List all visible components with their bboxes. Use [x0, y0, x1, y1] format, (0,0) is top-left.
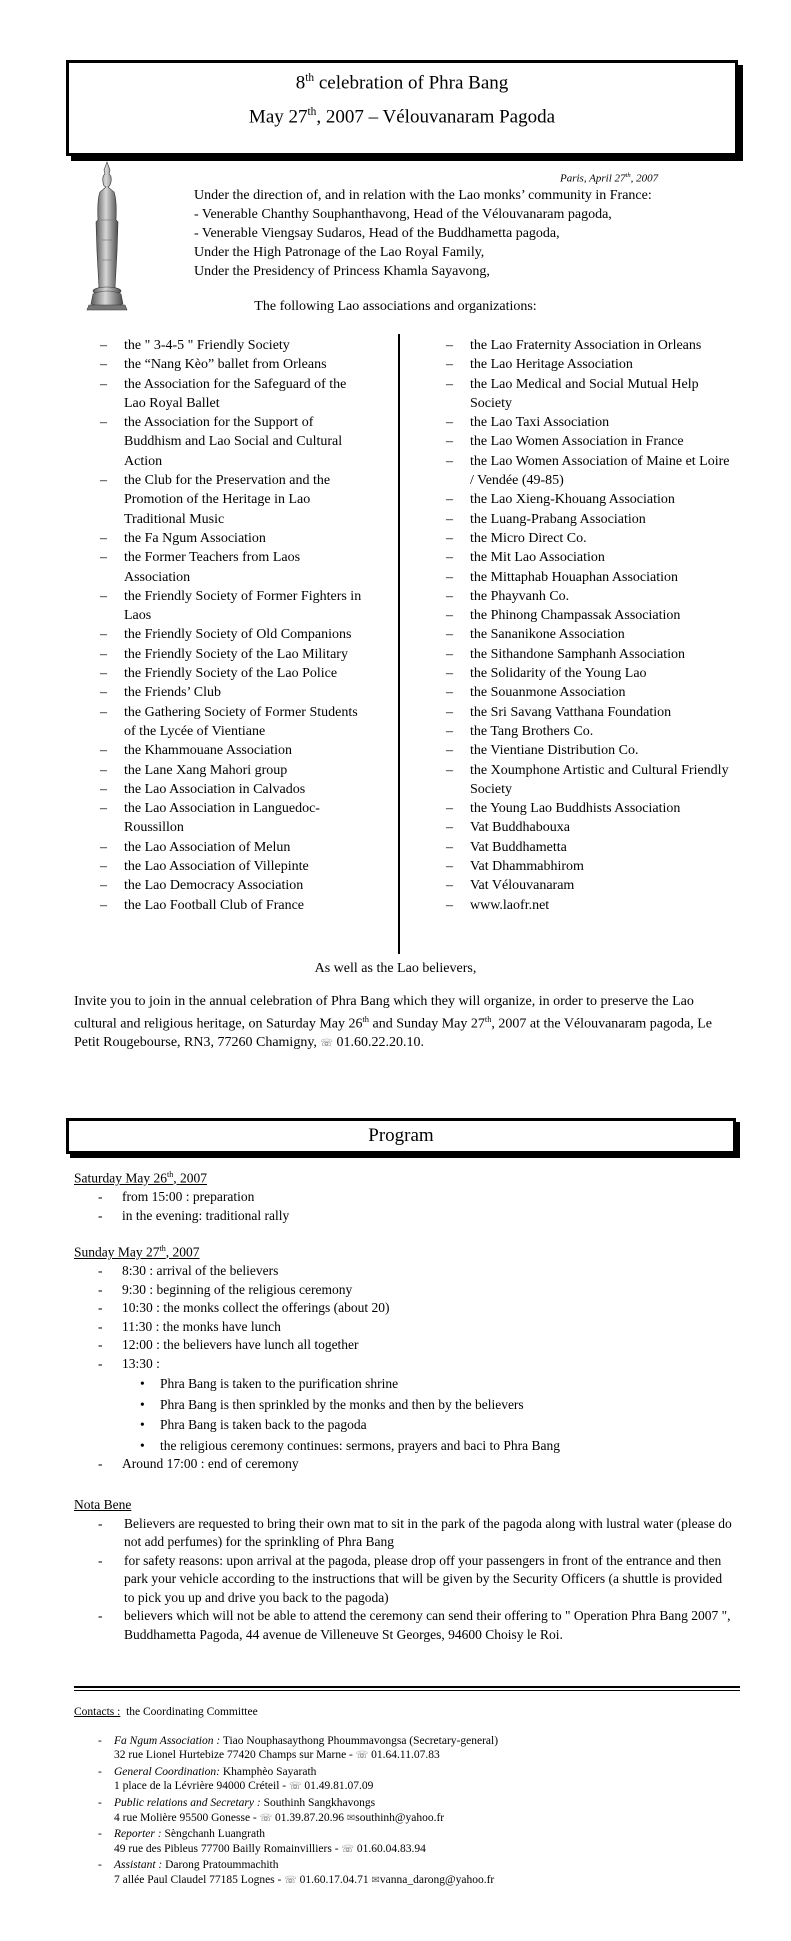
contact-address: 7 allée Paul Claudel 77185 Lognes -	[114, 1873, 282, 1886]
contacts-heading: Contacts : the Coordinating Committee	[74, 1706, 258, 1718]
title-box	[66, 60, 738, 156]
contact-phone: 01.39.87.20.96	[275, 1811, 345, 1824]
sunday-section	[74, 1240, 560, 1474]
association-item: – the Friendly Society of Old Companions	[100, 625, 368, 644]
list-item: - 9:30 : beginning of the religious ceremony	[74, 1281, 560, 1300]
contact-item	[74, 1765, 734, 1795]
contact-address: 4 rue Molière 95500 Gonesse -	[114, 1811, 257, 1824]
list-item: - in the evening: traditional rally	[74, 1207, 289, 1226]
phone-icon: ☏	[320, 1037, 333, 1049]
association-item: – the Lane Xang Mahori group	[100, 761, 368, 780]
contact-email[interactable]: vanna_darong@yahoo.fr	[379, 1873, 495, 1886]
intro-line-3: - Venerable Viengsay Sudaros, Head of the Buddhametta pagoda,	[194, 226, 560, 241]
mail-icon: ✉	[346, 1812, 356, 1824]
associations-right-column	[446, 336, 736, 915]
contact-item	[74, 1796, 734, 1826]
nota-bene-section	[74, 1496, 734, 1644]
list-item: - Believers are requested to bring their own mat to sit in the park of the pagoda along with lustral water (please do not add perfumes) for the sprinkling of Phra Bang	[74, 1515, 734, 1552]
column-divider	[398, 334, 400, 954]
association-item: – the Former Teachers from Laos Association	[100, 548, 368, 587]
association-item: – the Lao Women Association in France	[446, 432, 736, 451]
association-item: – the Friendly Society of the Lao Military	[100, 645, 368, 664]
bullet-item: • Phra Bang is taken to the purification shrine	[74, 1375, 560, 1394]
list-item: - believers which will not be able to attend the ceremony can send their offering to " Operation Phra Bang 2007 ", Buddhametta Pagoda, 44 avenue de Villeneuve St Georges, 94600 Choisy le Roi.	[74, 1607, 734, 1644]
association-item: – Vat Buddhabouxa	[446, 818, 736, 837]
association-item: – the Vientiane Distribution Co.	[446, 741, 736, 760]
phone-icon: ☏	[288, 1781, 302, 1793]
association-item: – the Lao Association in Languedoc-Roussillon	[100, 799, 368, 838]
contact-address: 49 rue des Pibleus 77700 Bailly Romainvilliers -	[114, 1842, 339, 1855]
list-item: - Around 17:00 : end of ceremony	[74, 1455, 560, 1474]
program-title-box: Program	[66, 1118, 736, 1154]
separator-line	[74, 1690, 740, 1691]
association-item: – the Sri Savang Vatthana Foundation	[446, 703, 736, 722]
association-item: – the Phinong Champassak Association	[446, 606, 736, 625]
phone-icon: ☏	[284, 1874, 297, 1886]
letter-date: Paris, April 27th, 2007	[560, 172, 659, 185]
association-item: – Vat Dhammabhirom	[446, 857, 736, 876]
list-item: - 10:30 : the monks collect the offerings (about 20)	[74, 1299, 560, 1318]
invitation-paragraph: Invite you to join in the annual celebration of Phra Bang which they will organize, in order to preserve the Lao cultural and religious heritage, on Saturday May 26th and Sunday May 27th, 2007 at the Vélouvanaram pagoda, Le Petit Rougebourse, RN3, 77260 Chamigny, ☏ 01.60.22.20.10.	[74, 994, 712, 1050]
list-item: - 8:30 : arrival of the believers	[74, 1262, 560, 1281]
association-item: – the Solidarity of the Young Lao	[446, 664, 736, 683]
contact-role: General Coordination:	[114, 1765, 220, 1778]
title-line-2: May 27th, 2007 – Vélouvanaram Pagoda	[248, 106, 556, 128]
association-item: – the Xoumphone Artistic and Cultural Friendly Society	[446, 761, 736, 800]
association-item: – the Lao Fraternity Association in Orleans	[446, 336, 736, 355]
invitation-phone: 01.60.22.20.10.	[336, 1034, 424, 1050]
saturday-section	[74, 1166, 289, 1225]
separator-line	[74, 1686, 740, 1688]
contact-role: Public relations and Secretary :	[114, 1796, 261, 1809]
contact-name: Darong Pratoummachith	[165, 1859, 279, 1872]
contact-name: Southinh Sangkhavongs	[263, 1796, 376, 1809]
association-item: – the Club for the Preservation and the Promotion of the Heritage in Lao Traditional Music	[100, 471, 368, 529]
intro-line-1: Under the direction of, and in relation with the Lao monks’ community in France:	[194, 188, 652, 203]
contact-name: Sèngchanh Luangrath	[164, 1828, 266, 1841]
association-item: – the Association for the Safeguard of the Lao Royal Ballet	[100, 375, 368, 414]
association-item: – www.laofr.net	[446, 896, 736, 915]
association-item: – the Lao Women Association of Maine et Loire / Vendée (49-85)	[446, 452, 736, 491]
association-item: – the Micro Direct Co.	[446, 529, 736, 548]
association-item: – the Lao Medical and Social Mutual Help Society	[446, 375, 736, 414]
believers-line: As well as the Lao believers,	[314, 961, 477, 976]
association-item: – the Gathering Society of Former Students of the Lycée of Vientiane	[100, 703, 368, 742]
association-item: – the Tang Brothers Co.	[446, 722, 736, 741]
contact-phone: 01.60.17.04.71	[299, 1873, 369, 1886]
association-item: – the Luang-Prabang Association	[446, 510, 736, 529]
association-item: – the Lao Association in Calvados	[100, 780, 368, 799]
association-item: – the Sithandone Samphanh Association	[446, 645, 736, 664]
association-item: – the Lao Xieng-Khouang Association	[446, 490, 736, 509]
mail-icon: ✉	[371, 1874, 380, 1886]
association-item: – the Association for the Support of Buddhism and Lao Social and Cultural Action	[100, 413, 368, 471]
contact-address: 32 rue Lionel Hurtebize 77420 Champs sur Marne -	[114, 1749, 353, 1762]
association-item: – the Sananikone Association	[446, 625, 736, 644]
list-item: - 12:00 : the believers have lunch all together	[74, 1336, 560, 1355]
association-item: – the Friendly Society of the Lao Police	[100, 664, 368, 683]
contact-phone: 01.64.11.07.83	[371, 1749, 440, 1762]
phone-icon: ☏	[355, 1750, 369, 1762]
association-item: – the Fa Ngum Association	[100, 529, 368, 548]
saturday-heading: Saturday May 26th, 2007	[74, 1170, 208, 1186]
list-item: - from 15:00 : preparation	[74, 1188, 289, 1207]
bullet-item: • Phra Bang is then sprinkled by the monks and then by the believers	[74, 1396, 560, 1415]
title-line-1: 8th celebration of Phra Bang	[295, 72, 509, 94]
intro-line-2: - Venerable Chanthy Souphanthavong, Head of the Vélouvanaram pagoda,	[194, 207, 612, 222]
association-item: – the Lao Football Club of France	[100, 896, 368, 915]
phone-icon: ☏	[341, 1843, 354, 1855]
buddha-statue-image	[84, 160, 130, 312]
list-item: - 11:30 : the monks have lunch	[74, 1318, 560, 1337]
association-item: – the Lao Association of Villepinte	[100, 857, 368, 876]
contact-item	[74, 1827, 734, 1857]
contact-name: Tiao Nouphasaythong Phoummavongsa (Secretary-general)	[222, 1734, 499, 1747]
association-item: – the Lao Association of Melun	[100, 838, 368, 857]
bullet-item: • Phra Bang is taken back to the pagoda	[74, 1416, 560, 1435]
association-item: – the Lao Democracy Association	[100, 876, 368, 895]
bullet-item: • the religious ceremony continues: sermons, prayers and baci to Phra Bang	[74, 1437, 560, 1456]
association-item: – the Young Lao Buddhists Association	[446, 799, 736, 818]
contact-role: Reporter :	[114, 1828, 162, 1841]
contact-phone: 01.60.04.83.94	[356, 1842, 426, 1855]
contact-role: Assistant :	[114, 1859, 163, 1872]
contact-phone: 01.49.81.07.09	[304, 1780, 374, 1793]
association-item: – the Khammouane Association	[100, 741, 368, 760]
contacts-section	[74, 1705, 734, 1889]
association-item: – the Souanmone Association	[446, 683, 736, 702]
contact-name: Khamphèo Sayarath	[222, 1765, 317, 1778]
association-item: – the Lao Taxi Association	[446, 413, 736, 432]
intro-line-5: Under the Presidency of Princess Khamla Sayavong,	[194, 264, 490, 279]
association-item: – Vat Buddhametta	[446, 838, 736, 857]
association-item: – the Mittaphab Houaphan Association	[446, 568, 736, 587]
association-item: – Vat Vélouvanaram	[446, 876, 736, 895]
contact-email[interactable]: southinh@yahoo.fr	[355, 1811, 445, 1824]
list-item: - for safety reasons: upon arrival at the pagoda, please drop off your passengers in front of the entrance and then park your vehicle according to the instructions that will be given by the Security Officers (a shuttle is provided to pick you up and drive you back to the pagoda)	[74, 1552, 734, 1608]
association-item: – the Phayvanh Co.	[446, 587, 736, 606]
association-item: – the Friends’ Club	[100, 683, 368, 702]
contact-address: 1 place de la Lévrière 94000 Créteil -	[114, 1780, 287, 1793]
nota-bene-heading: Nota Bene	[74, 1497, 132, 1512]
associations-heading: The following Lao associations and organizations:	[254, 299, 537, 314]
contact-role: Fa Ngum Association :	[114, 1734, 221, 1747]
association-item: – the Mit Lao Association	[446, 548, 736, 567]
contact-item	[74, 1734, 734, 1764]
intro-line-4: Under the High Patronage of the Lao Royal Family,	[194, 245, 485, 260]
phone-icon: ☏	[259, 1812, 273, 1824]
associations-left-column	[100, 336, 368, 915]
association-item: – the “Nang Kèo” ballet from Orleans	[100, 355, 368, 374]
list-item: - 13:30 :	[74, 1355, 560, 1374]
association-item: – the Lao Heritage Association	[446, 355, 736, 374]
sunday-heading: Sunday May 27th, 2007	[74, 1244, 200, 1260]
association-item: – the " 3-4-5 " Friendly Society	[100, 336, 368, 355]
association-item: – the Friendly Society of Former Fighters in Laos	[100, 587, 368, 626]
contact-item	[74, 1858, 734, 1888]
